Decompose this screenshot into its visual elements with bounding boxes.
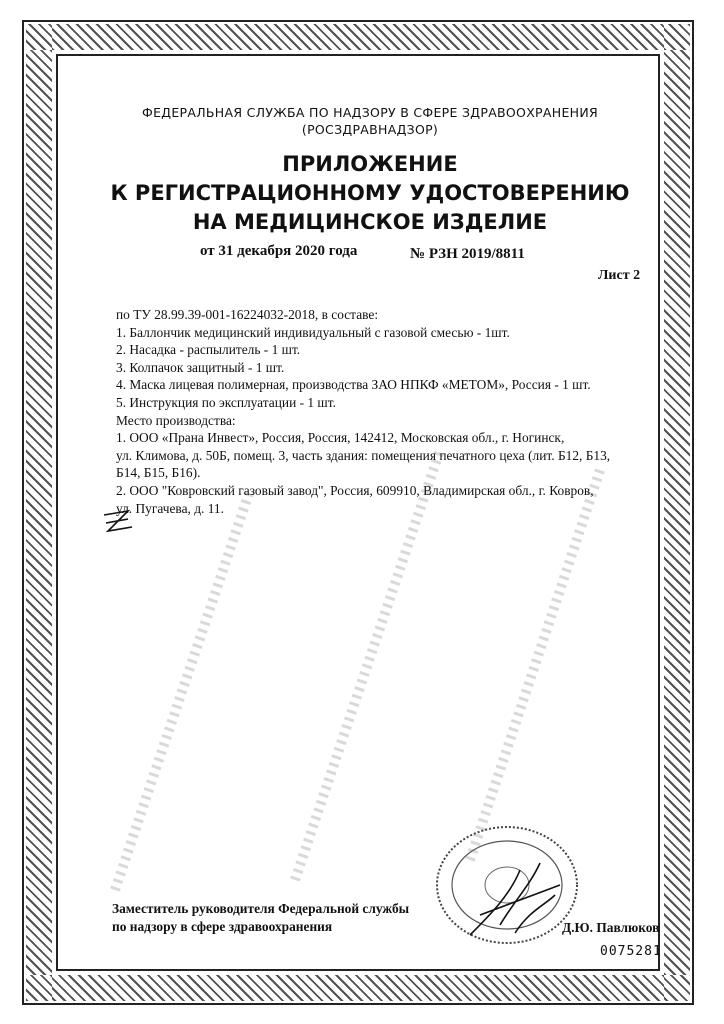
signatory-title: [112, 900, 409, 936]
body-line: 1. Баллончик медицинский индивидуальный с газовой смесью - 1шт.: [116, 324, 510, 340]
signatory-title-line-2: по надзору в сфере здравоохранения: [112, 919, 333, 934]
composition-text: [116, 306, 636, 517]
body-line: по ТУ 28.99.39-001-16224032-2018, в составе:: [116, 307, 379, 322]
body-line: ул. Климова, д. 50Б, помещ. 3, часть здания: помещения печатного цеха (лит. Б12, Б13,: [116, 447, 611, 463]
title-line-2: К РЕГИСТРАЦИОННОМУ УДОСТОВЕРЕНИЮ: [110, 181, 630, 205]
body-line: Б14, Б15, Б16).: [116, 465, 201, 481]
agency-name: ФЕДЕРАЛЬНАЯ СЛУЖБА ПО НАДЗОРУ В СФЕРЕ ЗДРАВООХРАНЕНИЯ: [142, 105, 598, 120]
body-line: 2. Насадка - распылитель - 1 шт.: [116, 342, 301, 358]
sheet-number: Лист 2: [598, 268, 641, 283]
body-line: Место производства:: [116, 412, 236, 428]
title-line-3: НА МЕДИЦИНСКОЕ ИЗДЕЛИЕ: [192, 210, 548, 234]
registration-number: № РЗН 2019/8811: [410, 246, 525, 262]
body-line: 3. Колпачок защитный - 1 шт.: [116, 359, 285, 375]
agency-abbr: (РОСЗДРАВНАДЗОР): [301, 122, 439, 137]
title-line-1: ПРИЛОЖЕНИЕ: [282, 152, 458, 176]
body-line: 4. Маска лицевая полимерная, производства ЗАО НПКФ «МЕТОМ», Россия - 1 шт.: [116, 377, 591, 393]
body-line: ул. Пугачева, д. 11.: [116, 500, 224, 516]
issue-date: от 31 декабря 2020 года: [200, 243, 358, 259]
document-title: [80, 150, 660, 237]
form-serial-number: 0075281: [600, 944, 662, 959]
body-line: 2. ООО "Ковровский газовый завод", Россия, 609910, Владимирская обл., г. Ковров,: [116, 482, 594, 498]
body-line: 1. ООО «Прана Инвест», Россия, Россия, 142412, Московская обл., г. Ногинск,: [116, 430, 565, 446]
agency-header: [80, 104, 660, 138]
signature-scrawl: [460, 855, 570, 945]
signatory-name: Д.Ю. Павлюков: [562, 920, 660, 935]
body-line: 5. Инструкция по эксплуатации - 1 шт.: [116, 394, 336, 410]
signatory-title-line-1: Заместитель руководителя Федеральной службы: [112, 901, 410, 916]
handwritten-z-mark: [98, 505, 138, 541]
